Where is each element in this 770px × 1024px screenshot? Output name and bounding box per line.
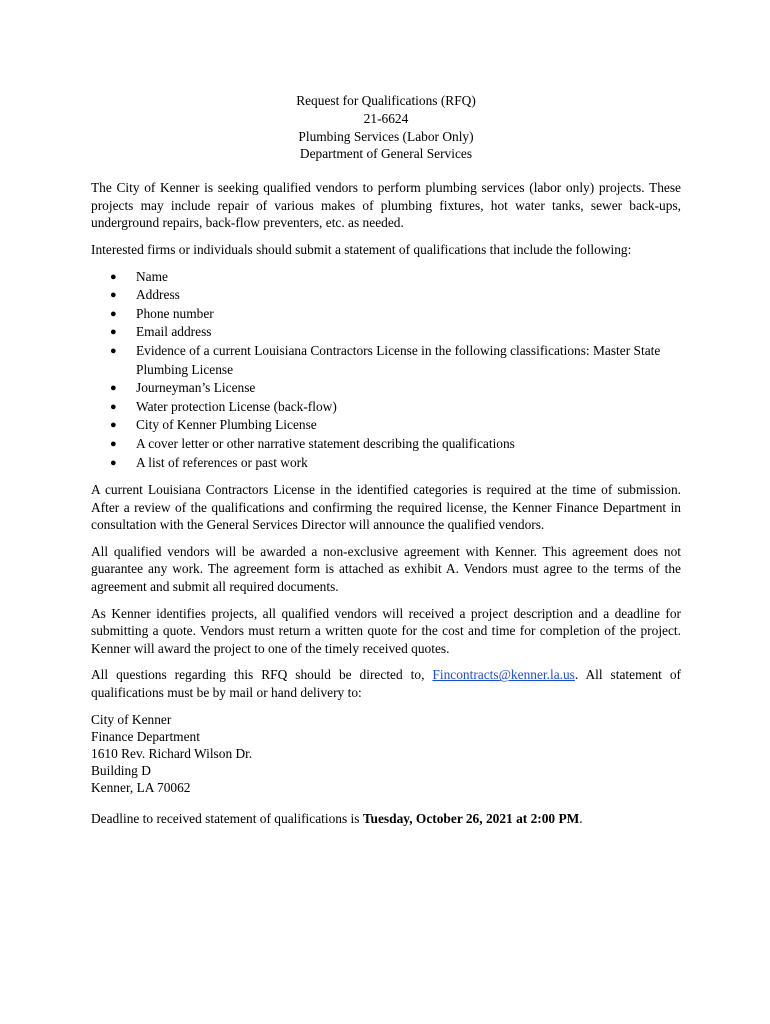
list-item: ● Water protection License (back-flow) (136, 398, 681, 417)
license-paragraph: A current Louisiana Contractors License in the identified categories is required at the time of submission. After a review of the qualifications and confirming the required license, the Kenner Finance Department in consultation with the General Services Director will announce the qualified vendors. (91, 482, 681, 533)
questions-paragraph: All questions regarding this RFQ should be directed to, Fincontracts@kenner.la.us. All statement of qualifications must be by mail or hand delivery to: (91, 667, 681, 701)
bullet-icon: ● (110, 270, 117, 283)
list-item: ● Journeyman’s License (136, 379, 681, 398)
address-line: Building D (91, 762, 151, 778)
bullet-icon: ● (110, 456, 117, 469)
bullet-icon: ● (110, 437, 117, 450)
bullet-icon: ● (110, 382, 117, 395)
deadline-paragraph: Deadline to received statement of qualifications is Tuesday, October 26, 2021 at 2:00 PM. (91, 810, 583, 826)
intro-paragraph: The City of Kenner is seeking qualified vendors to perform plumbing services (labor only) projects. These projects may include repair of various makes of plumbing fixtures, hot water tanks, sewer back-ups, underground repairs, back-flow preventers, etc. as needed. (91, 180, 681, 231)
list-intro-paragraph: Interested firms or individuals should submit a statement of qualifications that include the following: (91, 241, 632, 257)
rfq-department: Department of General Services (299, 146, 473, 162)
address-line: 1610 Rev. Richard Wilson Dr. (91, 745, 253, 761)
rfq-subject: Plumbing Services (Labor Only) (298, 128, 474, 144)
document-header (91, 92, 681, 163)
mailing-address (91, 711, 681, 796)
bullet-icon: ● (110, 289, 117, 302)
list-item: ● Address (136, 286, 681, 305)
requirements-list (91, 268, 681, 473)
projects-paragraph: As Kenner identifies projects, all qualified vendors will received a project description and a deadline for submitting a quote. Vendors must return a written quote for the cost and time for completion of the project. Kenner will award the project to one of the timely received quotes. (91, 605, 681, 656)
list-item: ● A cover letter or other narrative statement describing the qualifications (136, 435, 681, 454)
email-link[interactable]: Fincontracts@kenner.la.us (432, 667, 575, 683)
bullet-icon: ● (110, 307, 117, 320)
address-line: Finance Department (91, 728, 200, 744)
bullet-icon: ● (110, 419, 117, 432)
rfq-number: 21-6624 (363, 110, 409, 126)
list-item: ● Phone number (136, 305, 681, 324)
list-item: ● Evidence of a current Louisiana Contractors License in the following classifications: Master State Plumbing License (110, 342, 661, 377)
list-item: ● Email address (136, 323, 681, 342)
list-item: ● City of Kenner Plumbing License (136, 416, 681, 435)
agreement-paragraph: All qualified vendors will be awarded a non-exclusive agreement with Kenner. This agreement does not guarantee any work. The agreement form is attached as exhibit A. Vendors must agree to the terms of the agreement and submit all required documents. (91, 543, 681, 595)
list-item: ● A list of references or past work (136, 454, 681, 473)
address-line: Kenner, LA 70062 (91, 779, 191, 795)
bullet-icon: ● (110, 344, 117, 357)
bullet-icon: ● (110, 400, 117, 413)
rfq-title: Request for Qualifications (RFQ) (296, 93, 476, 108)
list-item: ● Name (136, 268, 681, 287)
address-line: City of Kenner (91, 711, 172, 727)
deadline-date: Tuesday, October 26, 2021 at 2:00 PM (362, 810, 580, 826)
bullet-icon: ● (110, 326, 117, 339)
